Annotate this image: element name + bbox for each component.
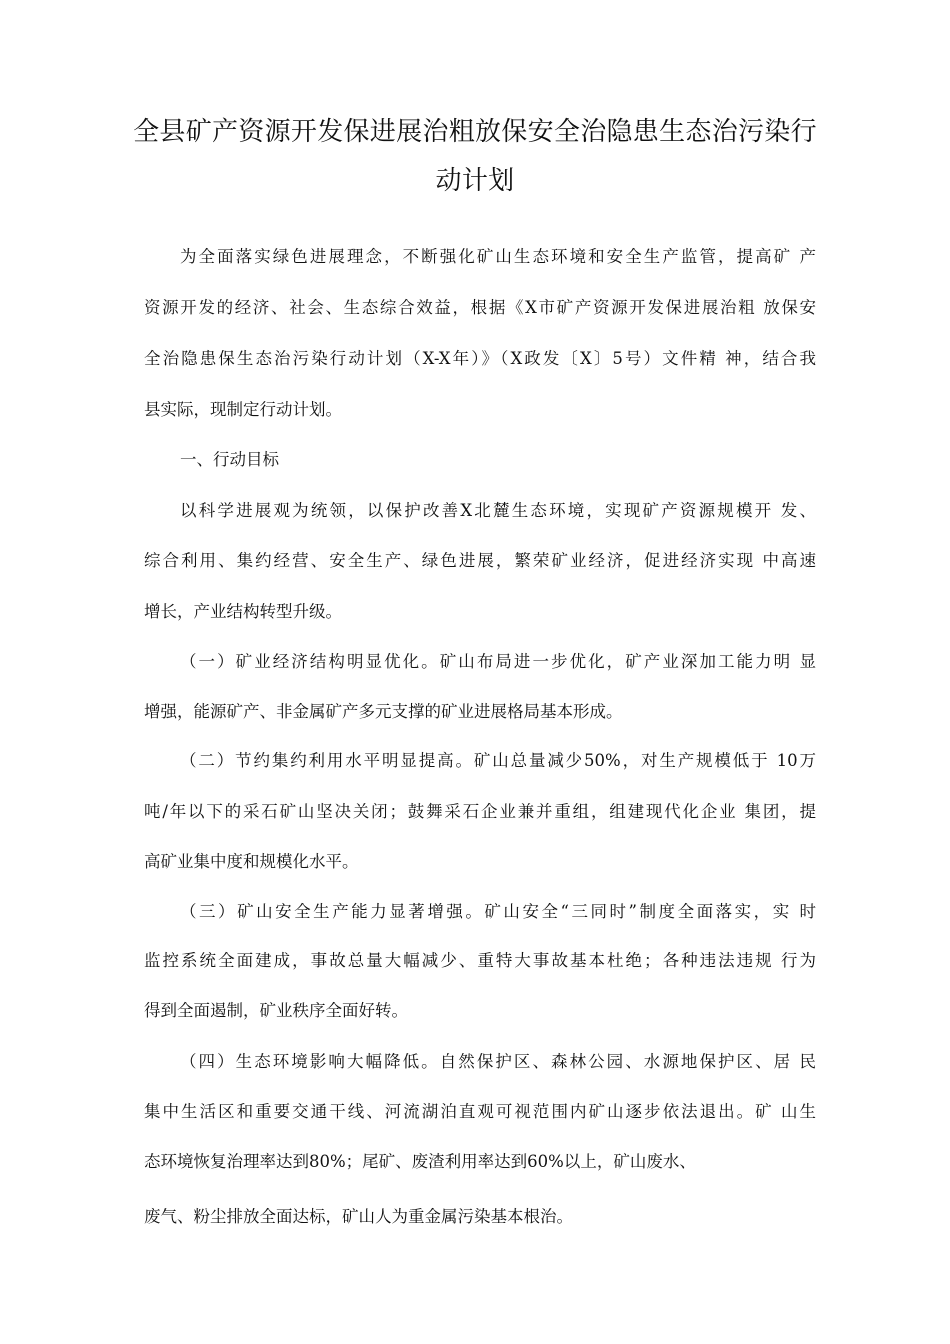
paragraph-goals-line-2: 综合利用、集约经营、安全生产、绿色进展，繁荣矿业经济，促进经济实现 中高速 [144,551,816,570]
paragraph-intro-line-2: 资源开发的经济、社会、生态综合效益，根据《X市矿产资源开发保进展治粗 放保安 [144,298,816,317]
paragraph-intro-line-3: 全治隐患保生态治污染行动计划（X-X年）》（X政发〔X〕5号）文件精 神，结合我 [144,349,816,368]
section-heading-goals: 一、行动目标 [180,450,279,469]
document-title-line-2: 动计划 [435,166,515,196]
paragraph-item-2-line-3: 高矿业集中度和规模化水平。 [144,852,359,871]
paragraph-intro-line-4: 县实际，现制定行动计划。 [144,400,342,419]
paragraph-item-1-line-2: 增强，能源矿产、非金属矿产多元支撑的矿业进展格局基本形成。 [144,702,623,721]
paragraph-intro-line-1: 为全面落实绿色进展理念，不断强化矿山生态环境和安全生产监管，提高矿 产 [180,247,816,266]
paragraph-goals-line-3: 增长，产业结构转型升级。 [144,602,342,621]
paragraph-item-1-line-1: （一）矿业经济结构明显优化。矿山布局进一步优化，矿产业深加工能力明 显 [180,652,816,671]
document-title-line-1: 全县矿产资源开发保进展治粗放保安全治隐患生态治污染行 [133,117,817,147]
paragraph-item-4-line-2: 集中生活区和重要交通干线、河流湖泊直观可视范围内矿山逐步依法退出。矿 山生 [144,1102,816,1121]
paragraph-item-3-line-3: 得到全面遏制，矿业秩序全面好转。 [144,1001,408,1020]
paragraph-item-4-line-3: 态环境恢复治理率达到80%；尾矿、废渣利用率达到60%以上，矿山废水、 [144,1152,696,1171]
paragraph-item-4-line-1: （四）生态环境影响大幅降低。自然保护区、森林公园、水源地保护区、居 民 [180,1052,816,1071]
paragraph-item-2-line-2: 吨/年以下的采石矿山坚决关闭；鼓舞采石企业兼并重组，组建现代化企业 集团，提 [144,802,816,821]
paragraph-goals-line-1: 以科学进展观为统领，以保护改善X北麓生态环境，实现矿产资源规模开 发、 [180,501,816,520]
paragraph-item-2-line-1: （二）节约集约利用水平明显提高。矿山总量减少50%，对生产规模低于 10万 [180,751,816,770]
paragraph-item-3-line-2: 监控系统全面建成，事故总量大幅减少、重特大事故基本杜绝；各种违法违规 行为 [144,951,816,970]
paragraph-item-3-line-1: （三）矿山安全生产能力显著增强。矿山安全“三同时”制度全面落实，实 时 [180,902,816,921]
paragraph-item-4-line-4: 废气、粉尘排放全面达标，矿山人为重金属污染基本根治。 [144,1207,573,1226]
